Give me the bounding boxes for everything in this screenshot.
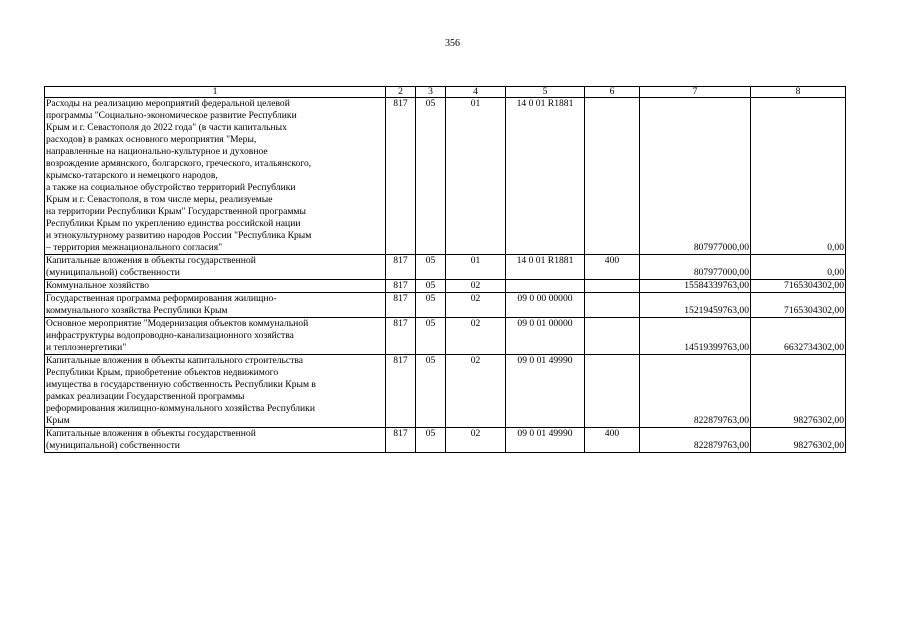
description-line: Капитальные вложения в объекты государственной	[46, 255, 256, 266]
target-article-cell: 09 0 01 49990	[506, 355, 585, 428]
table-row	[45, 98, 846, 255]
section-code-cell: 05	[416, 280, 446, 293]
table-row	[45, 280, 846, 293]
expense-type-cell: 400	[585, 255, 640, 280]
expense-type-cell	[585, 280, 640, 293]
section-code-cell: 05	[416, 255, 446, 280]
description-line: возрождение армянского, болгарского, греческого, итальянского,	[46, 158, 312, 169]
subsection-code-cell: 02	[446, 318, 506, 355]
target-article-cell: 09 0 01 00000	[506, 318, 585, 355]
description-line: программы "Социально-экономическое развитие Республики	[46, 110, 297, 121]
target-article-cell: 09 0 01 49990	[506, 428, 585, 453]
subsection-code-cell: 02	[446, 355, 506, 428]
header-cell-4: 4	[446, 87, 506, 98]
amount-col7-cell: 822879763,00	[640, 428, 751, 453]
description-line: Крым	[46, 415, 70, 426]
ministry-code-cell: 817	[386, 255, 416, 280]
description-line: на территории Республики Крым" Государственной программы	[46, 206, 306, 217]
header-cell-7: 7	[640, 87, 751, 98]
description-line: (муниципальной) собственности	[46, 267, 180, 278]
ministry-code-cell: 817	[386, 98, 416, 255]
description-line: и этнокультурному развитию народов России "Республика Крым	[46, 230, 312, 241]
header-cell-6: 6	[585, 87, 640, 98]
expense-type-cell	[585, 355, 640, 428]
amount-col8-cell: 98276302,00	[751, 428, 846, 453]
ministry-code-cell: 817	[386, 318, 416, 355]
section-code-cell: 05	[416, 98, 446, 255]
amount-col8-cell: 6632734302,00	[751, 318, 846, 355]
amount-col8-cell: 7165304302,00	[751, 280, 846, 293]
subsection-code-cell: 01	[446, 255, 506, 280]
table-row	[45, 428, 846, 453]
target-article-cell	[506, 280, 585, 293]
description-cell	[45, 98, 386, 255]
expense-type-cell: 400	[585, 428, 640, 453]
description-line: крымско-татарского и немецкого народов,	[46, 170, 218, 181]
description-cell	[45, 428, 386, 453]
target-article-cell: 14 0 01 R1881	[506, 98, 585, 255]
expense-type-cell	[585, 293, 640, 318]
description-line: Республики Крым по укреплению единства российской нации	[46, 218, 301, 229]
description-line: – территория межнационального согласия"	[46, 242, 223, 253]
amount-col7-cell: 15219459763,00	[640, 293, 751, 318]
description-line: коммунального хозяйства Республики Крым	[46, 305, 228, 316]
table-row	[45, 255, 846, 280]
amount-col8-cell: 7165304302,00	[751, 293, 846, 318]
table-row	[45, 318, 846, 355]
description-line: Расходы на реализацию мероприятий федеральной целевой	[46, 98, 290, 109]
section-code-cell: 05	[416, 355, 446, 428]
section-code-cell: 05	[416, 318, 446, 355]
description-line: Коммунальное хозяйство	[46, 280, 150, 291]
description-line: Государственная программа реформирования жилищно-	[46, 293, 277, 304]
expense-type-cell	[585, 318, 640, 355]
ministry-code-cell: 817	[386, 293, 416, 318]
amount-col8-cell: 0,00	[751, 255, 846, 280]
description-line: имущества в государственную собственность Республики Крым в	[46, 379, 316, 390]
budget-table	[44, 86, 846, 453]
description-line: Капитальные вложения в объекты капитального строительства	[46, 355, 304, 366]
description-line: а также на социальное обустройство территорий Республики	[46, 182, 296, 193]
description-line: Капитальные вложения в объекты государственной	[46, 428, 256, 439]
description-cell	[45, 255, 386, 280]
amount-col7-cell: 807977000,00	[640, 255, 751, 280]
description-line: и теплоэнергетики"	[46, 342, 127, 353]
ministry-code-cell: 817	[386, 280, 416, 293]
description-line: направленные на национально-культурное и духовное	[46, 146, 268, 157]
expense-type-cell	[585, 98, 640, 255]
description-line: Крым и г. Севастополя до 2022 года" (в части капитальных	[46, 122, 287, 133]
amount-col7-cell: 807977000,00	[640, 98, 751, 255]
subsection-code-cell: 02	[446, 280, 506, 293]
subsection-code-cell: 01	[446, 98, 506, 255]
description-line: Основное мероприятие "Модернизация объектов коммунальной	[46, 318, 309, 329]
subsection-code-cell: 02	[446, 428, 506, 453]
amount-col7-cell: 15584339763,00	[640, 280, 751, 293]
header-cell-2: 2	[386, 87, 416, 98]
header-cell-8: 8	[751, 87, 846, 98]
description-cell	[45, 318, 386, 355]
description-cell	[45, 355, 386, 428]
amount-col8-cell: 98276302,00	[751, 355, 846, 428]
description-line: рамках реализации Государственной программы	[46, 391, 245, 402]
header-cell-5: 5	[506, 87, 585, 98]
description-line: реформирования жилищно-коммунального хозяйства Республики	[46, 403, 315, 414]
description-line: Республики Крым, приобретение объектов недвижимого	[46, 367, 279, 378]
table-row	[45, 355, 846, 428]
ministry-code-cell: 817	[386, 428, 416, 453]
description-cell	[45, 280, 386, 293]
target-article-cell: 09 0 00 00000	[506, 293, 585, 318]
page-number: 356	[445, 38, 460, 49]
header-row	[45, 87, 846, 98]
subsection-code-cell: 02	[446, 293, 506, 318]
section-code-cell: 05	[416, 428, 446, 453]
amount-col8-cell: 0,00	[751, 98, 846, 255]
header-cell-1: 1	[45, 87, 386, 98]
table-body	[45, 87, 846, 453]
section-code-cell: 05	[416, 293, 446, 318]
header-cell-3: 3	[416, 87, 446, 98]
amount-col7-cell: 14519399763,00	[640, 318, 751, 355]
target-article-cell: 14 0 01 R1881	[506, 255, 585, 280]
table-row	[45, 293, 846, 318]
description-line: расходов) в рамках основного мероприятия "Меры,	[46, 134, 257, 145]
description-line: (муниципальной) собственности	[46, 440, 180, 451]
amount-col7-cell: 822879763,00	[640, 355, 751, 428]
description-line: инфраструктуры водопроводно-канализационного хозяйства	[46, 330, 294, 341]
ministry-code-cell: 817	[386, 355, 416, 428]
description-line: Крым и г. Севастополя, в том числе меры, реализуемые	[46, 194, 273, 205]
description-cell	[45, 293, 386, 318]
